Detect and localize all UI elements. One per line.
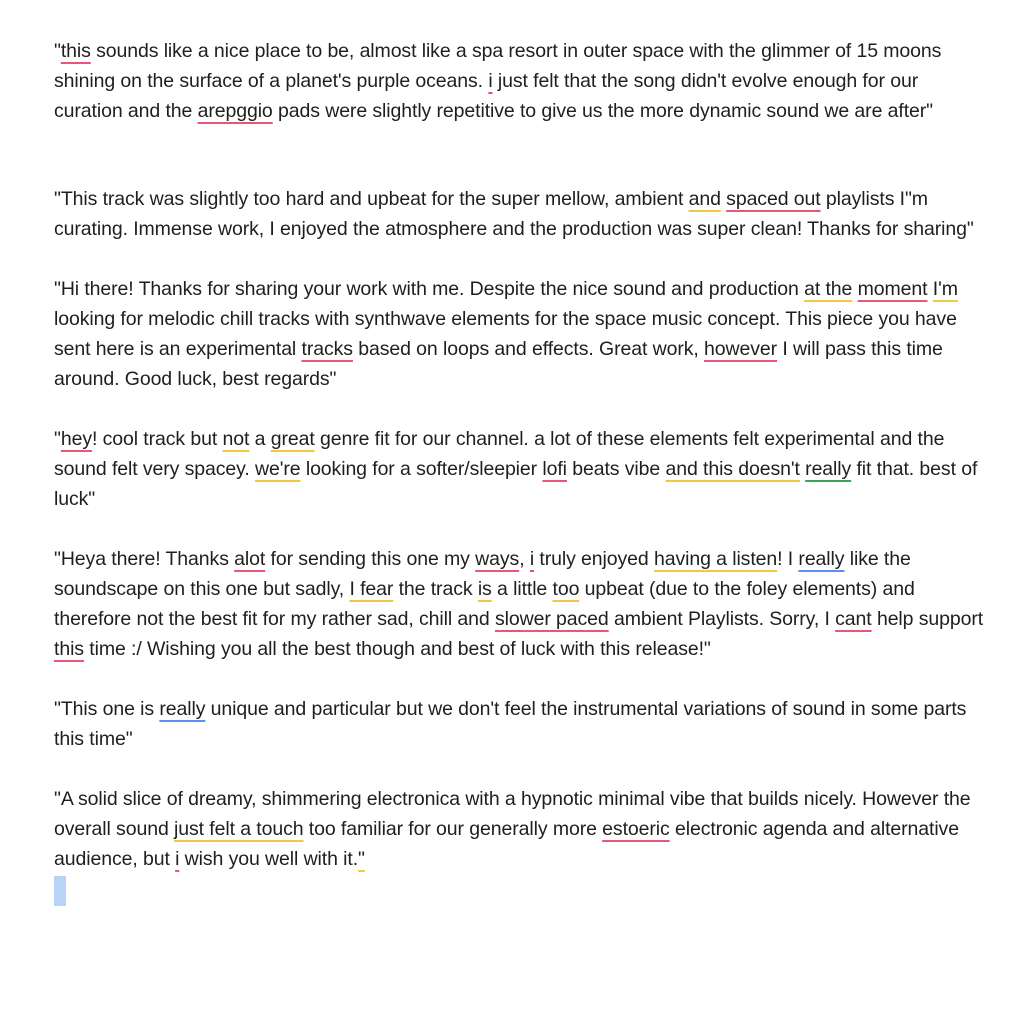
- flagged-word-blue[interactable]: really: [159, 698, 206, 720]
- text-run: for sending this one my: [265, 548, 476, 570]
- text-run: "This one is: [54, 698, 160, 720]
- text-run: beats vibe: [566, 458, 666, 480]
- text-run: the track: [393, 578, 478, 600]
- flagged-word-red[interactable]: moment: [857, 278, 928, 300]
- text-run: I will pass this time around. Good luck, best regards": [54, 338, 943, 390]
- text-run: ! I: [777, 548, 799, 570]
- feedback-paragraph-4[interactable]: [54, 424, 984, 514]
- text-run: "Hi there! Thanks for sharing your work with me. Despite the nice sound and production: [54, 278, 805, 300]
- flagged-word-red[interactable]: estoeric: [602, 818, 670, 840]
- text-run: unique and particular but we don't feel the instrumental variations of sound in some parts this time": [54, 698, 967, 750]
- flagged-word-red[interactable]: i: [529, 548, 535, 570]
- text-run: electronic agenda and alternative audience, but: [54, 818, 959, 870]
- flagged-word-yellow[interactable]: great: [270, 428, 315, 450]
- flagged-word-red[interactable]: alot: [234, 548, 266, 570]
- text-run: just felt that the song didn't evolve enough for our curation and the: [54, 70, 919, 122]
- feedback-paragraph-2[interactable]: [54, 184, 984, 244]
- flagged-word-red[interactable]: slower paced: [494, 608, 609, 630]
- text-run: ,: [519, 548, 530, 570]
- text-run: looking for melodic chill tracks with synthwave elements for the space music concept. This piece you have sent here is an experimental: [54, 308, 957, 360]
- flagged-word-red[interactable]: spaced out: [726, 188, 821, 210]
- flagged-word-red[interactable]: i: [175, 848, 180, 870]
- flagged-word-yellow[interactable]: I'm: [932, 278, 958, 300]
- flagged-word-yellow[interactable]: at the: [804, 278, 853, 300]
- text-run: pads were slightly repetitive to give us the more dynamic sound we are after": [272, 100, 933, 122]
- flagged-word-yellow[interactable]: just felt a touch: [174, 818, 304, 840]
- flagged-word-red[interactable]: arepggio: [197, 100, 273, 122]
- text-run: playlists I"m curating. Immense work, I enjoyed the atmosphere and the production was super clean! Thanks for sharing": [54, 188, 974, 240]
- flagged-word-red[interactable]: tracks: [301, 338, 353, 360]
- text-run: a little: [491, 578, 553, 600]
- text-run: "This track was slightly too hard and upbeat for the super mellow, ambient: [54, 188, 689, 210]
- flagged-word-yellow[interactable]: I fear: [349, 578, 394, 600]
- feedback-paragraph-3[interactable]: [54, 274, 984, 394]
- text-run: time :/ Wishing you all the best though and best of luck with this release!": [83, 638, 711, 660]
- flagged-word-yellow[interactable]: not: [222, 428, 250, 450]
- text-run: too familiar for our generally more: [303, 818, 603, 840]
- text-run: upbeat (due to the foley elements) and therefore not the best fit for my rather sad, chill and: [54, 578, 915, 630]
- flagged-word-yellow[interactable]: is: [477, 578, 492, 600]
- text-run: ": [54, 40, 61, 62]
- flagged-word-yellow[interactable]: and this doesn't: [665, 458, 800, 480]
- text-cursor-selection[interactable]: [54, 876, 66, 906]
- text-run: fit that. best of luck": [54, 458, 978, 510]
- text-run: truly enjoyed: [534, 548, 654, 570]
- feedback-paragraph-5[interactable]: [54, 544, 984, 664]
- text-run: help support: [871, 608, 984, 630]
- text-run: a: [249, 428, 271, 450]
- flagged-word-yellow[interactable]: ": [358, 848, 365, 870]
- flagged-word-red[interactable]: i: [488, 70, 493, 92]
- flagged-word-red[interactable]: this: [60, 40, 91, 62]
- flagged-word-yellow[interactable]: and: [688, 188, 721, 210]
- flagged-word-red[interactable]: hey: [60, 428, 92, 450]
- flagged-word-yellow[interactable]: having a listen: [653, 548, 778, 570]
- flagged-word-blue[interactable]: really: [798, 548, 845, 570]
- text-run: sounds like a nice place to be, almost like a spa resort in outer space with the glimmer of 15 moons shining on the surface of a planet's purple oceans.: [54, 40, 942, 92]
- flagged-word-red[interactable]: cant: [835, 608, 872, 630]
- text-run: ! cool track but: [91, 428, 223, 450]
- flagged-word-green[interactable]: really: [805, 458, 852, 480]
- text-run: "Heya there! Thanks: [54, 548, 235, 570]
- feedback-paragraph-6[interactable]: [54, 694, 984, 754]
- text-run: based on loops and effects. Great work,: [352, 338, 705, 360]
- flagged-word-yellow[interactable]: too: [552, 578, 580, 600]
- text-run: "A solid slice of dreamy, shimmering electronica with a hypnotic minimal vibe that builds nicely. However the overall sound: [54, 788, 971, 840]
- feedback-paragraph-1[interactable]: [54, 36, 984, 126]
- flagged-word-red[interactable]: ways: [475, 548, 520, 570]
- feedback-paragraph-7[interactable]: [54, 784, 984, 874]
- text-run: wish you well with it.: [179, 848, 359, 870]
- text-run: ": [54, 428, 61, 450]
- text-run: looking for a softer/sleepier: [300, 458, 543, 480]
- text-run: ambient Playlists. Sorry, I: [608, 608, 836, 630]
- flagged-word-red[interactable]: this: [54, 638, 84, 660]
- flagged-word-red[interactable]: lofi: [542, 458, 567, 480]
- text-run: like the soundscape on this one but sadly,: [54, 548, 911, 600]
- flagged-word-yellow[interactable]: we're: [255, 458, 301, 480]
- text-run: genre fit for our channel. a lot of these elements felt experimental and the sound felt very spacey.: [54, 428, 945, 480]
- flagged-word-red[interactable]: however: [704, 338, 778, 360]
